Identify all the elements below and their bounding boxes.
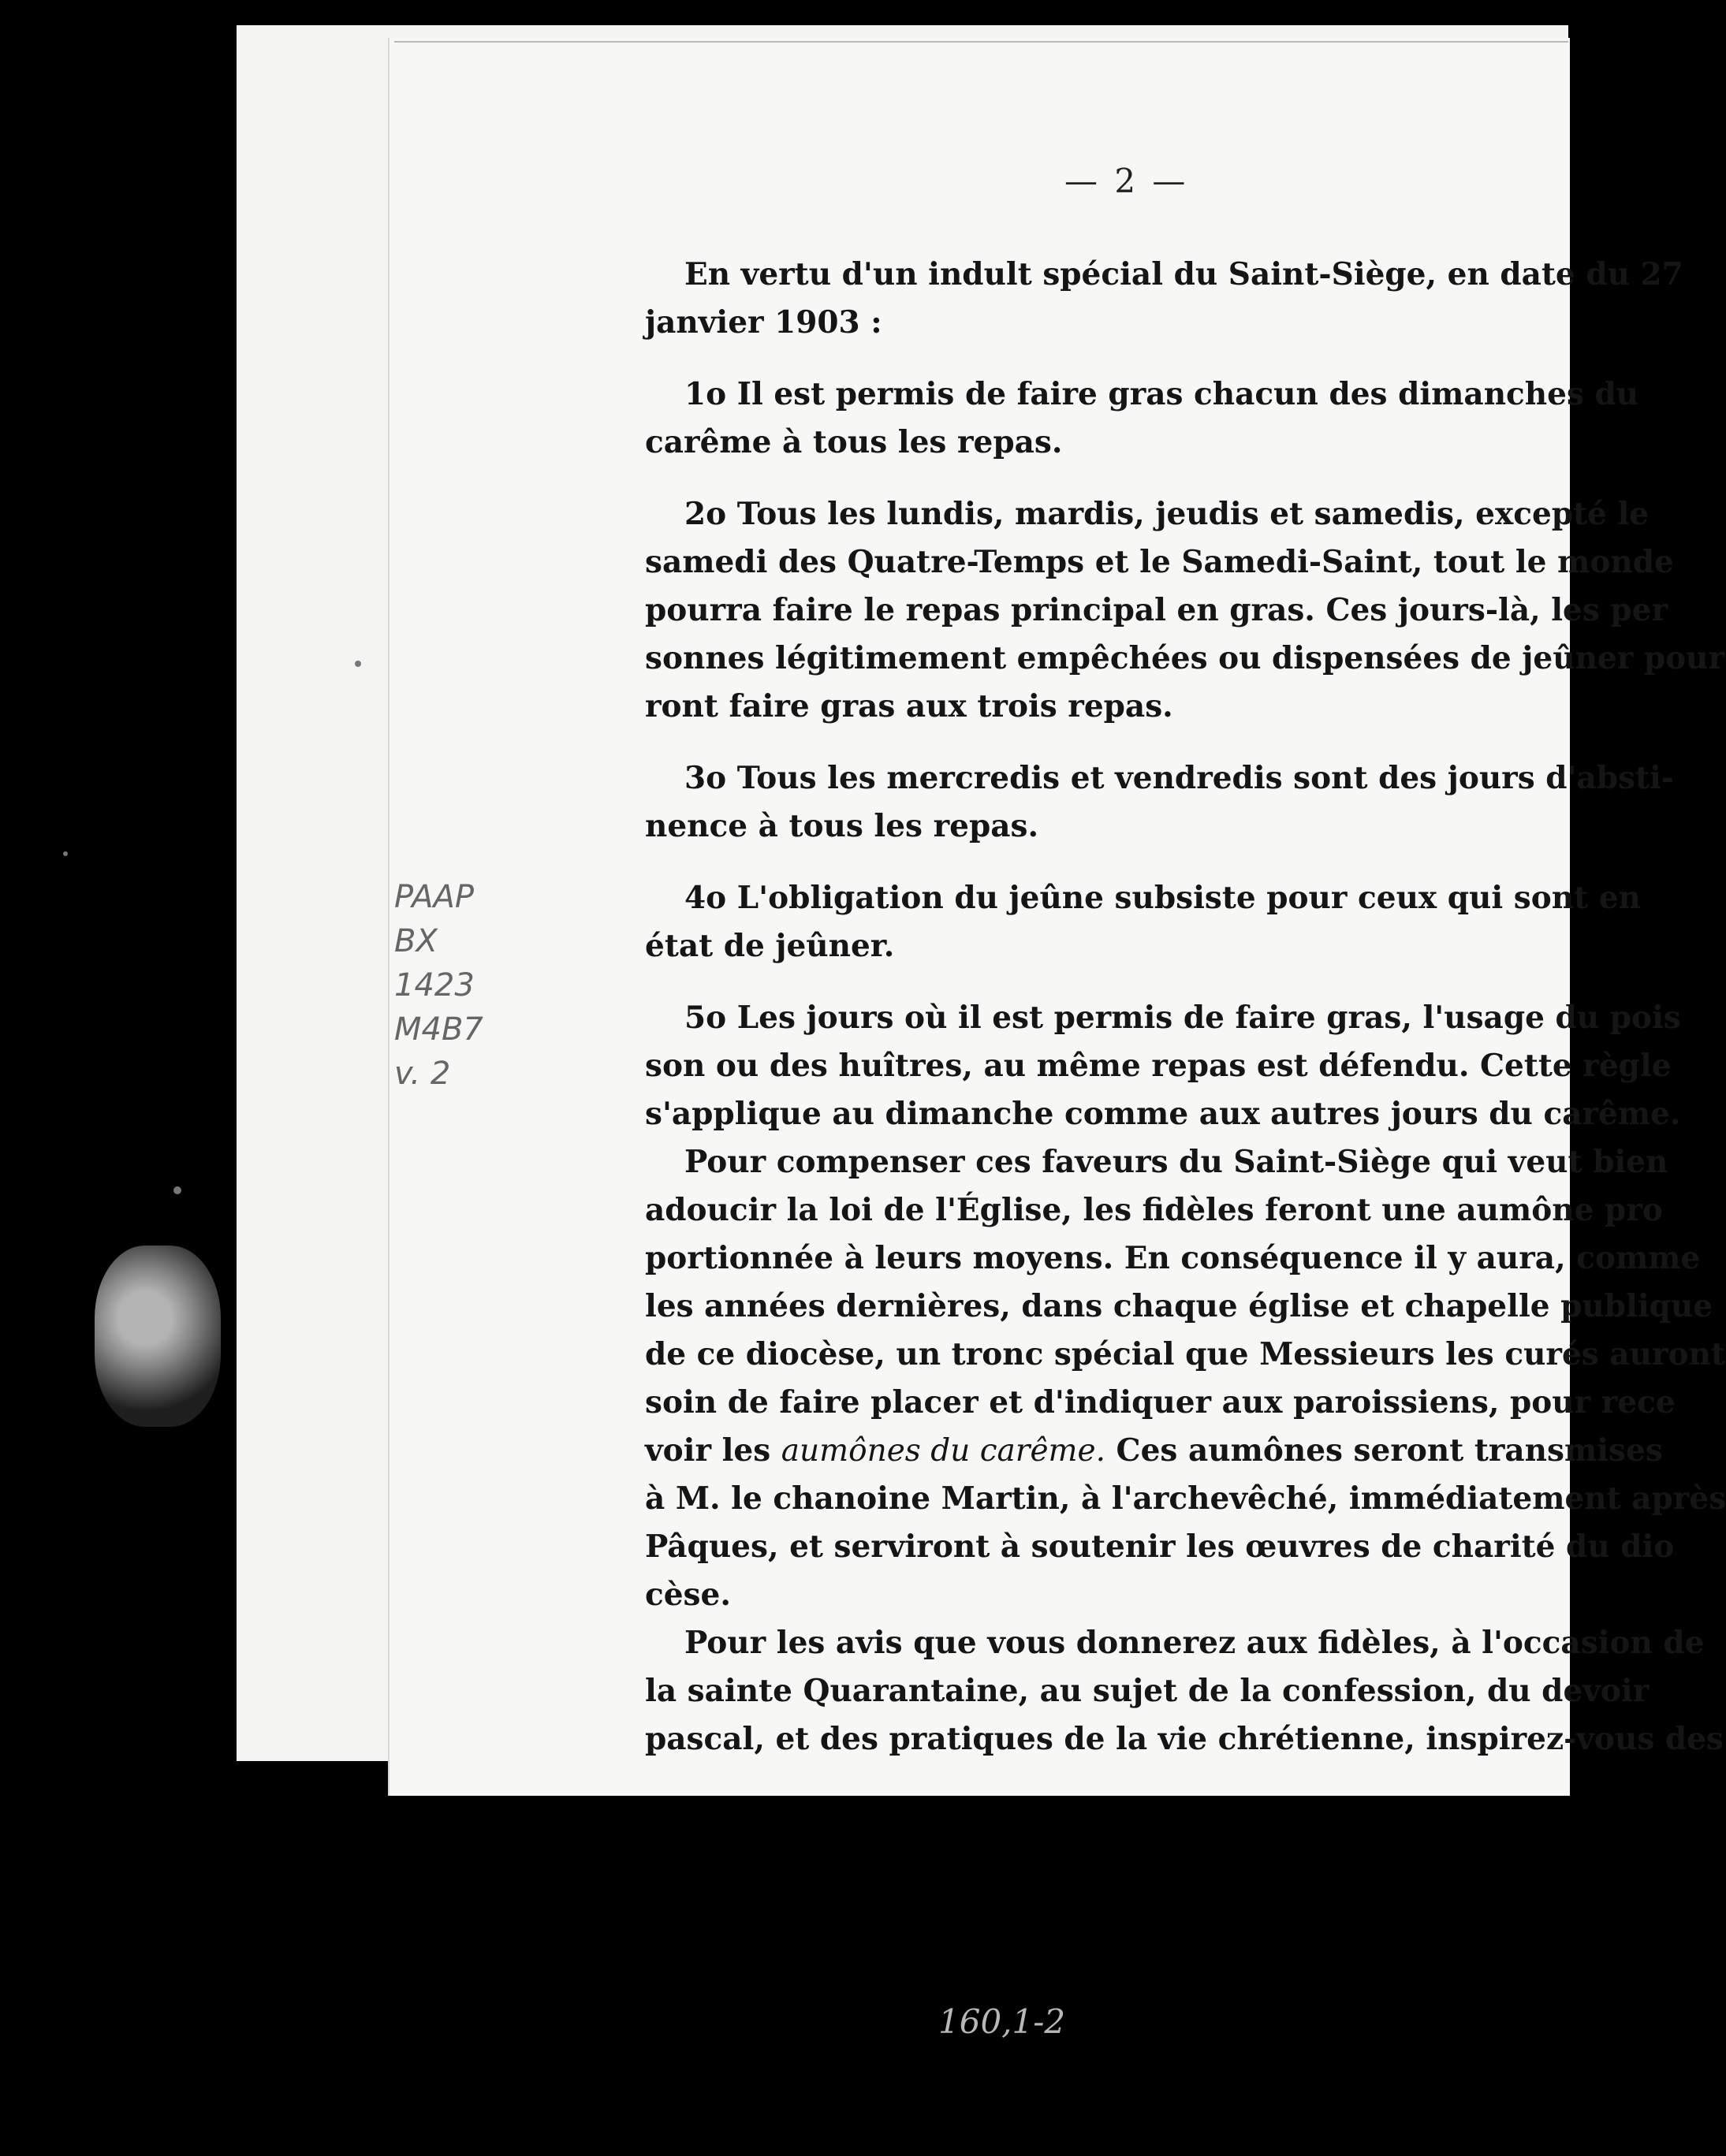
text-line: 5o Les jours où il est permis de faire gras, l'usage du pois — [684, 1000, 1681, 1036]
annotation-line: v. 2 — [394, 1056, 451, 1092]
handwritten-call-number — [394, 875, 568, 1096]
text-line: 2o Tous les lundis, mardis, jeudis et samedis, excepté le — [684, 496, 1650, 532]
paragraph-gap — [645, 851, 1583, 874]
annotation-line: 1423 — [394, 967, 475, 1004]
text-line: la sainte Quarantaine, au sujet de la confession, du devoir — [645, 1673, 1650, 1709]
page-edge-line — [394, 41, 1568, 43]
handwritten-bottom-note: 160,1-2 — [938, 2002, 1066, 2041]
annotation-line: BX — [394, 923, 438, 959]
text-line: 4o L'obligation du jeûne subsiste pour ceux qui sont en — [684, 880, 1641, 916]
annotation-line: M4B7 — [394, 1011, 483, 1048]
text-line: portionnée à leurs moyens. En conséquence il y aura, comme — [645, 1240, 1701, 1276]
speck — [173, 1186, 181, 1194]
text-line: pourra faire le repas principal en gras. Ces jours-là, les per — [645, 592, 1668, 628]
text-line: à M. le chanoine Martin, à l'archevêché, immédiatement après — [645, 1480, 1726, 1517]
text-line: soin de faire placer et d'indiquer aux paroissiens, pour rece — [645, 1384, 1676, 1421]
text-line: cèse. — [645, 1577, 731, 1613]
paragraph-gap — [645, 970, 1583, 994]
text-line: nence à tous les repas. — [645, 808, 1039, 844]
paragraph-gap — [645, 347, 1583, 371]
text-line: Pour compenser ces faveurs du Saint-Siège qui veut bien — [684, 1144, 1668, 1180]
document-body — [645, 251, 1726, 1763]
text-line: 3o Tous les mercredis et vendredis sont des jours d'absti- — [684, 760, 1674, 796]
text-line: s'applique au dimanche comme aux autres jours du carême. — [645, 1096, 1681, 1132]
paragraph-gap — [645, 467, 1583, 490]
text-line: Pâques, et serviront à soutenir les œuvres de charité du dio — [645, 1529, 1675, 1565]
text-line: 1o Il est permis de faire gras chacun des dimanches du — [684, 376, 1639, 412]
text-line: En vertu d'un indult spécial du Saint-Siège, en date du 27 — [684, 256, 1683, 292]
page-number: — 2 — — [1064, 162, 1189, 200]
text-line: ront faire gras aux trois repas. — [645, 688, 1173, 724]
text-line: Pour les avis que vous donnerez aux fidèles, à l'occasion de — [684, 1625, 1705, 1661]
text-line: son ou des huîtres, au même repas est défendu. Cette règle — [645, 1048, 1672, 1084]
text-line: état de jeûner. — [645, 928, 895, 964]
torn-paper-fragment — [95, 1246, 221, 1427]
speck — [355, 661, 361, 667]
text-line: adoucir la loi de l'Église, les fidèles feront une aumône pro — [645, 1192, 1663, 1228]
text-line: voir les aumônes du carême. Ces aumônes seront transmises — [645, 1432, 1663, 1469]
annotation-line: PAAP — [394, 879, 474, 915]
text-line: janvier 1903 : — [645, 304, 882, 341]
text-line: de ce diocèse, un tronc spécial que Messieurs les curés auront — [645, 1336, 1725, 1372]
text-line: les années dernières, dans chaque église et chapelle publique — [645, 1288, 1713, 1324]
speck — [63, 851, 68, 856]
paragraph-gap — [645, 731, 1583, 754]
text-line: sonnes légitimement empêchées ou dispensées de jeûner pour — [645, 640, 1725, 676]
text-line: carême à tous les repas. — [645, 424, 1063, 460]
text-line: pascal, et des pratiques de la vie chrétienne, inspirez-vous des — [645, 1721, 1724, 1757]
text-line: samedi des Quatre-Temps et le Samedi-Saint, tout le monde — [645, 544, 1674, 580]
